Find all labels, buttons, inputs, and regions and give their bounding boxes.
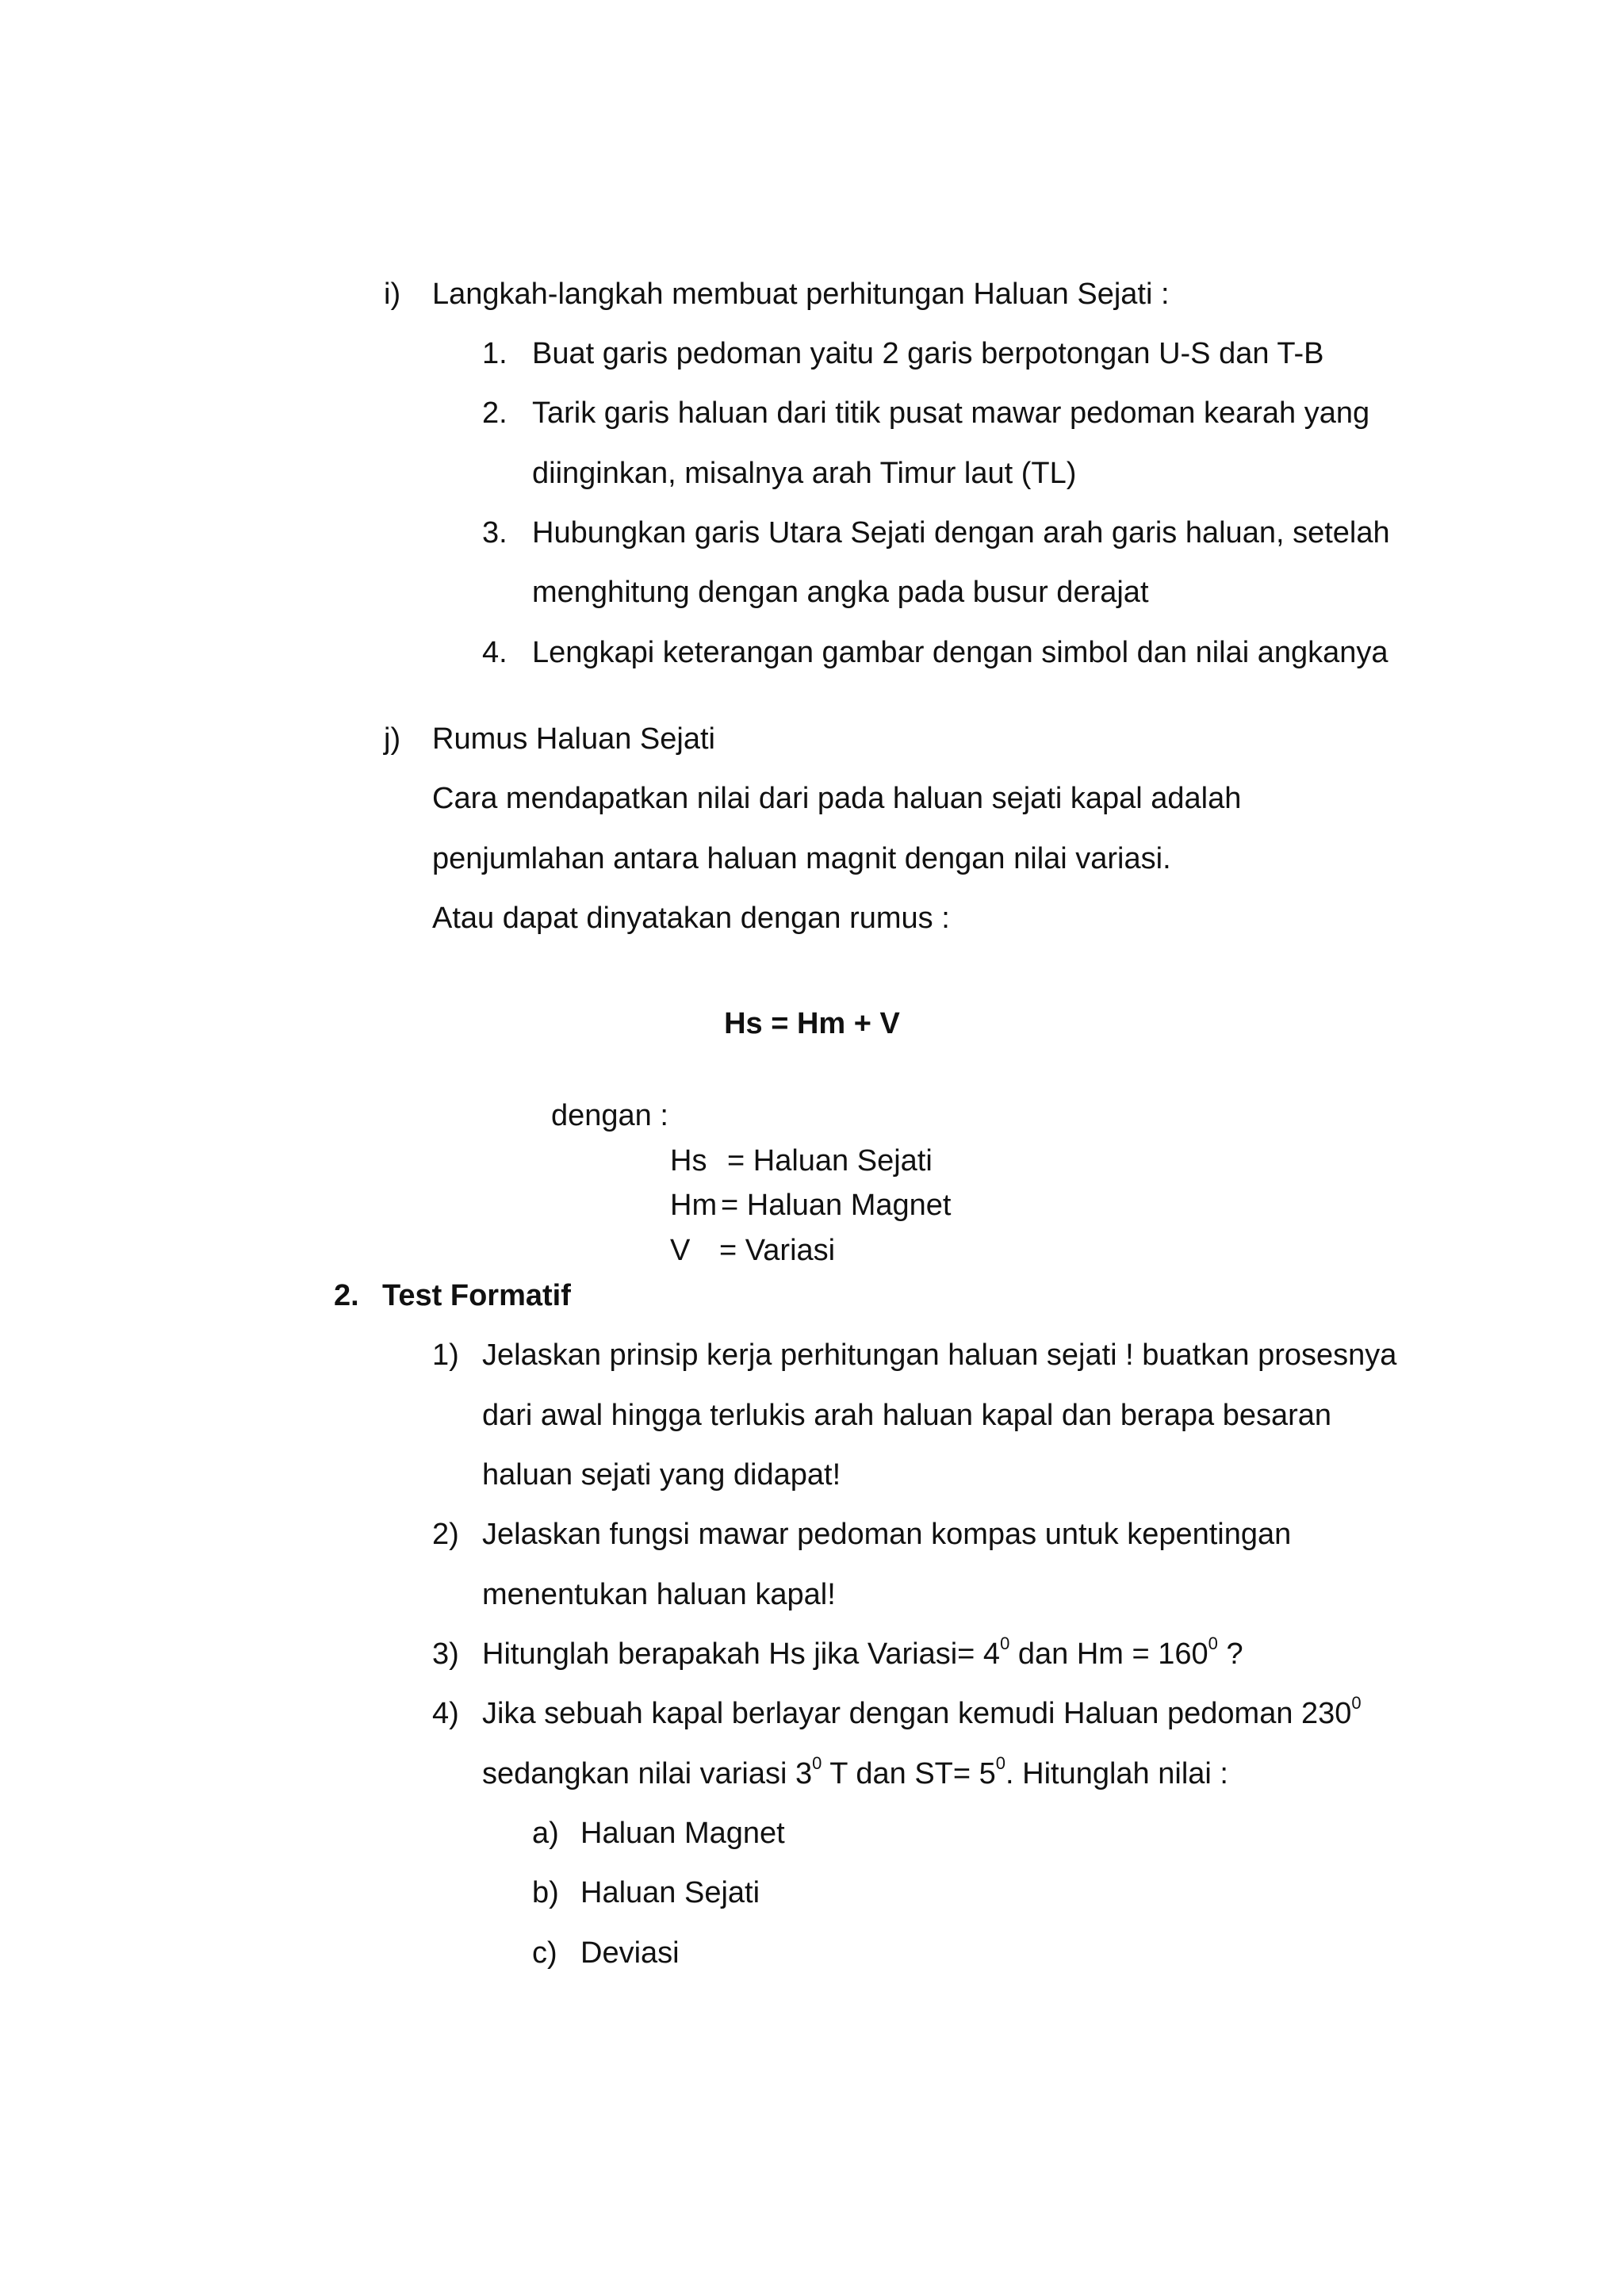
sub-item-b-label: b)	[532, 1876, 559, 1909]
step-3-number: 3.	[482, 516, 508, 550]
question-2-line-2: menentukan haluan kapal!	[482, 1578, 836, 1611]
question-4-number: 4)	[432, 1697, 459, 1730]
question-1-line-3: haluan sejati yang didapat!	[482, 1458, 841, 1492]
sub-item-b-text: Haluan Sejati	[580, 1876, 760, 1909]
step-2-number: 2.	[482, 396, 508, 430]
sub-item-c-label: c)	[532, 1936, 557, 1970]
degree-sup-3: 0	[1351, 1693, 1362, 1714]
question-1-number: 1)	[432, 1338, 459, 1372]
definition-v-symbol: V	[670, 1234, 691, 1267]
question-2-number: 2)	[432, 1518, 459, 1551]
sub-item-a-label: a)	[532, 1817, 559, 1850]
question-4-line-2-part-a: sedangkan nilai variasi 3	[482, 1757, 813, 1790]
definition-v-text: = Variasi	[719, 1234, 836, 1267]
definition-hm-symbol: Hm	[670, 1189, 718, 1222]
question-1-line-1: Jelaskan prinsip kerja perhitungan haluan sejati ! buatkan prosesnya	[482, 1338, 1397, 1372]
dengan-label: dengan :	[551, 1099, 668, 1132]
step-3-text-line-1: Hubungkan garis Utara Sejati dengan arah garis haluan, setelah	[532, 516, 1390, 550]
section-j-title: Rumus Haluan Sejati	[432, 722, 715, 756]
step-1-number: 1.	[482, 337, 508, 370]
definition-hs-symbol: Hs	[670, 1144, 707, 1178]
sub-item-a-text: Haluan Magnet	[580, 1817, 785, 1850]
sub-item-c-text: Deviasi	[580, 1936, 680, 1970]
question-4-line-2	[482, 1753, 1228, 1792]
question-2-line-1: Jelaskan fungsi mawar pedoman kompas untuk kepentingan	[482, 1518, 1292, 1551]
question-1-line-2: dari awal hingga terlukis arah haluan kapal dan berapa besaran	[482, 1399, 1332, 1432]
question-4-line-2-part-c: . Hitunglah nilai :	[1005, 1757, 1228, 1790]
degree-sup-5: 0	[995, 1753, 1006, 1774]
step-3-text-line-2: menghitung dengan angka pada busur derajat	[532, 576, 1149, 609]
step-4-number: 4.	[482, 636, 508, 669]
question-3-part-c: ?	[1217, 1637, 1243, 1671]
question-3-part-a: Hitunglah berapakah Hs jika Variasi= 4	[482, 1637, 1001, 1671]
step-1-text: Buat garis pedoman yaitu 2 garis berpotongan U-S dan T-B	[532, 337, 1324, 370]
paragraph-line-2: penjumlahan antara haluan magnit dengan nilai variasi.	[432, 842, 1171, 875]
section-2-number: 2.	[334, 1279, 359, 1312]
degree-sup-4: 0	[812, 1753, 822, 1774]
section-i-title: Langkah-langkah membuat perhitungan Haluan Sejati :	[432, 278, 1170, 311]
question-3-number: 3)	[432, 1637, 459, 1671]
section-2-title: Test Formatif	[382, 1279, 571, 1312]
question-3-text	[482, 1633, 1243, 1672]
question-4-line-2-part-b: T dan ST= 5	[822, 1757, 996, 1790]
step-2-text-line-1: Tarik garis haluan dari titik pusat mawar pedoman kearah yang	[532, 396, 1370, 430]
definition-hm-text: = Haluan Magnet	[721, 1189, 952, 1222]
section-j-marker: j)	[384, 722, 401, 756]
paragraph-line-1: Cara mendapatkan nilai dari pada haluan sejati kapal adalah	[432, 782, 1242, 815]
definition-hs-text: = Haluan Sejati	[727, 1144, 933, 1178]
step-4-text: Lengkapi keterangan gambar dengan simbol dan nilai angkanya	[532, 636, 1388, 669]
formula-intro: Atau dapat dinyatakan dengan rumus :	[432, 902, 950, 935]
question-4-line-1-text: Jika sebuah kapal berlayar dengan kemudi Haluan pedoman 230	[482, 1697, 1352, 1730]
question-4-line-1	[482, 1695, 1362, 1732]
section-i-marker: i)	[384, 278, 401, 311]
step-2-text-line-2: diinginkan, misalnya arah Timur laut (TL)	[532, 457, 1077, 490]
formula: Hs = Hm + V	[724, 1007, 900, 1040]
question-3-part-b: dan Hm = 160	[1009, 1637, 1208, 1671]
degree-sup-1: 0	[1000, 1633, 1010, 1654]
degree-sup-2: 0	[1208, 1633, 1218, 1654]
